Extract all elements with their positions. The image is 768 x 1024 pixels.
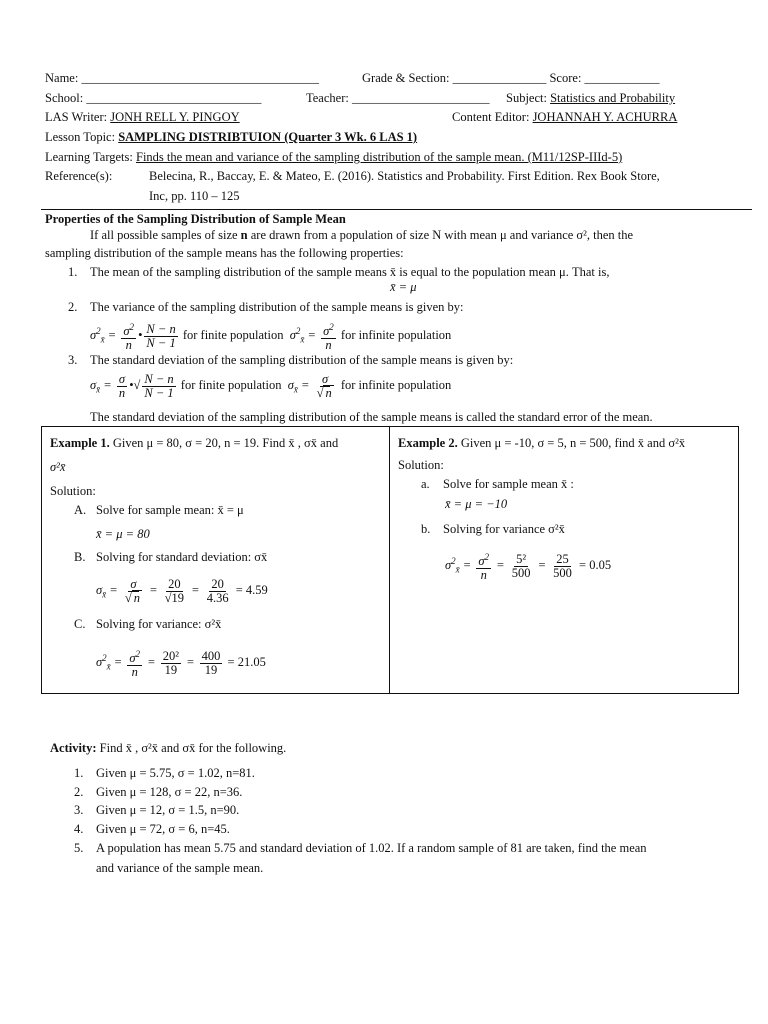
- example-1-b-work: $\sigma_{x̄}$ = $\frac{\sigma}{√ n}$ = $\frac{20}{√19}$ = $\frac{20}{4.36}$ = 4.59: [96, 576, 268, 605]
- finite-label-2: for finite population: [180, 378, 282, 392]
- grade-line: [362, 71, 660, 86]
- editor-label: Content Editor:: [452, 110, 530, 124]
- example-2-title: Example 2.: [398, 436, 458, 450]
- property-1-number: 1.: [68, 265, 78, 279]
- activity-item-5-continued: and variance of the sample mean.: [96, 861, 264, 875]
- example-1-title: Example 1.: [50, 436, 110, 450]
- section-divider: [41, 209, 752, 210]
- topic-label: Lesson Topic:: [45, 130, 116, 144]
- properties-heading: Properties of the Sampling Distribution of Sample Mean: [45, 212, 346, 226]
- grade-field[interactable]: _______________: [452, 71, 547, 85]
- std-dev-formula: $\sigma_{x̄}$ = $\frac{\sigma}{n}$ •√ $\frac{N - n}{N - 1}$ for finite population $\sigma_{x̄}$ = $\frac{\sigma}{√ n}$ for infinite population: [90, 371, 452, 400]
- activity-item-4: Given μ = 72, σ = 6, n=45.: [96, 822, 230, 836]
- example-1-a-result: x̄ = μ = 80: [96, 527, 150, 541]
- writer-label: LAS Writer:: [45, 110, 108, 124]
- topic-value: SAMPLING DISTRIBTUION (Quarter 3 Wk. 6 LAS 1): [118, 130, 418, 144]
- example-2-b-label: b.: [421, 522, 431, 536]
- example-2-a-label: a.: [421, 477, 430, 491]
- property-2-number: 2.: [68, 300, 78, 314]
- editor-value: JOHANNAH Y. ACHURRA: [532, 110, 678, 124]
- score-field[interactable]: ____________: [584, 71, 660, 85]
- topic-line: [45, 130, 417, 145]
- teacher-field[interactable]: ______________________: [351, 91, 490, 105]
- example-2-a-text: Solve for sample mean x̄ :: [443, 477, 574, 491]
- name-label: Name:: [45, 71, 79, 85]
- activity-item-4-number: 4.: [74, 822, 84, 836]
- school-line: [45, 91, 261, 106]
- example-2-solution: Solution:: [398, 458, 444, 472]
- activity-item-1-number: 1.: [74, 766, 84, 780]
- teacher-line: [306, 91, 489, 106]
- example-2-b-work: $\sigma^2_{x̄}$ = $\frac{\sigma^2}{n}$ = $\frac{\text{5²}}{500}$ = $\frac{25}{500}$ = 0.05: [445, 551, 612, 582]
- property-3-text: The standard deviation of the sampling distribution of the sample means is given by:: [90, 353, 514, 367]
- activity-instruction: Find x̄ , σ²x̄ and σx̄ for the following.: [99, 741, 287, 755]
- subject-line: [506, 91, 675, 106]
- example-2-given: Example 2. Given μ = -10, σ = 5, n = 500, find x̄ and σ²x̄: [398, 436, 686, 450]
- standard-error-note: The standard deviation of the sampling distribution of the sample means is called the standard error of the mean.: [90, 410, 653, 424]
- properties-intro-line2: sampling distribution of the sample means has the following properties:: [45, 246, 404, 260]
- property-3-number: 3.: [68, 353, 78, 367]
- example-1-solution: Solution:: [50, 484, 96, 498]
- activity-item-3-number: 3.: [74, 803, 84, 817]
- example-1-b-label: B.: [74, 550, 86, 564]
- activity-item-5: A population has mean 5.75 and standard deviation of 1.02. If a random sample of 81 are taken, find the mean: [96, 841, 647, 855]
- writer-line: [45, 110, 240, 125]
- activity-item-2-number: 2.: [74, 785, 84, 799]
- teacher-label: Teacher:: [306, 91, 349, 105]
- example-1-a-text: Solve for sample mean: x̄ = μ: [96, 503, 244, 517]
- example-1-c-work: $\sigma^2_{x̄}$ = $\frac{\sigma^2}{n}$ = $\frac{\text{20²}}{19}$ = $\frac{400}{19}$ = 21.05: [96, 648, 266, 679]
- activity-item-1: Given μ = 5.75, σ = 1.02, n=81.: [96, 766, 255, 780]
- subject-label: Subject:: [506, 91, 547, 105]
- example-2-b-text: Solving for variance σ²x̄: [443, 522, 565, 536]
- activity-item-3: Given μ = 12, σ = 1.5, n=90.: [96, 803, 240, 817]
- example-2-a-result: x̄ = μ = −10: [445, 497, 508, 511]
- activity-item-5-number: 5.: [74, 841, 84, 855]
- example-1-b-text: Solving for standard deviation: σx̄: [96, 550, 268, 564]
- targets-label: Learning Targets:: [45, 150, 133, 164]
- editor-line: [452, 110, 677, 125]
- infinite-label-2: for infinite population: [340, 378, 452, 392]
- school-label: School:: [45, 91, 84, 105]
- score-label: Score:: [549, 71, 582, 85]
- grade-label: Grade & Section:: [362, 71, 450, 85]
- infinite-label-1: for infinite population: [340, 328, 452, 343]
- finite-label-1: for finite population: [182, 328, 284, 343]
- targets-line: [45, 150, 622, 165]
- example-1-c-label: C.: [74, 617, 86, 631]
- targets-value: Finds the mean and variance of the sampling distribution of the sample mean. (M11/12SP-IIId-5): [136, 150, 623, 164]
- reference-label: Reference(s):: [45, 169, 113, 183]
- example-1-a-label: A.: [74, 503, 87, 517]
- variance-formula: $\sigma^2_{x̄}$ = $\frac{\sigma^2}{n}$ • $\frac{N - n}{N - 1}$ for finite population $\sigma^2_{x̄}$ = $\frac{\sigma^2}{n}$ for infinite population: [90, 321, 452, 352]
- name-field[interactable]: ______________________________________: [81, 71, 319, 85]
- property-2-text: The variance of the sampling distribution of the sample means is given by:: [90, 300, 464, 314]
- examples-divider: [389, 427, 390, 693]
- example-1-c-text: Solving for variance: σ²x̄: [96, 617, 222, 631]
- writer-value: JONH RELL Y. PINGOY: [110, 110, 240, 124]
- reference-line-2: Inc, pp. 110 – 125: [149, 189, 240, 203]
- subject-value: Statistics and Probability: [550, 91, 676, 105]
- property-1-text: The mean of the sampling distribution of the sample means x̄ is equal to the population mean μ. That is,: [90, 265, 610, 279]
- property-1-formula: x̄ = μ: [390, 280, 417, 294]
- properties-intro: If all possible samples of size n are drawn from a population of size N with mean μ and variance σ², then the: [90, 228, 634, 242]
- reference-line-1: Belecina, R., Baccay, E. & Mateo, E. (2016). Statistics and Probability. First Edition. Rex Book Store,: [149, 169, 660, 183]
- activity-item-2: Given μ = 128, σ = 22, n=36.: [96, 785, 243, 799]
- activity-label: Activity:: [50, 741, 97, 755]
- example-1-given: Example 1. Given μ = 80, σ = 20, n = 19. Find x̄ , σx̄ and: [50, 436, 339, 450]
- school-field[interactable]: ____________________________: [86, 91, 262, 105]
- activity-line: [50, 741, 286, 756]
- example-1-find-variance: σ²x̄: [50, 460, 66, 474]
- name-line: [45, 71, 319, 86]
